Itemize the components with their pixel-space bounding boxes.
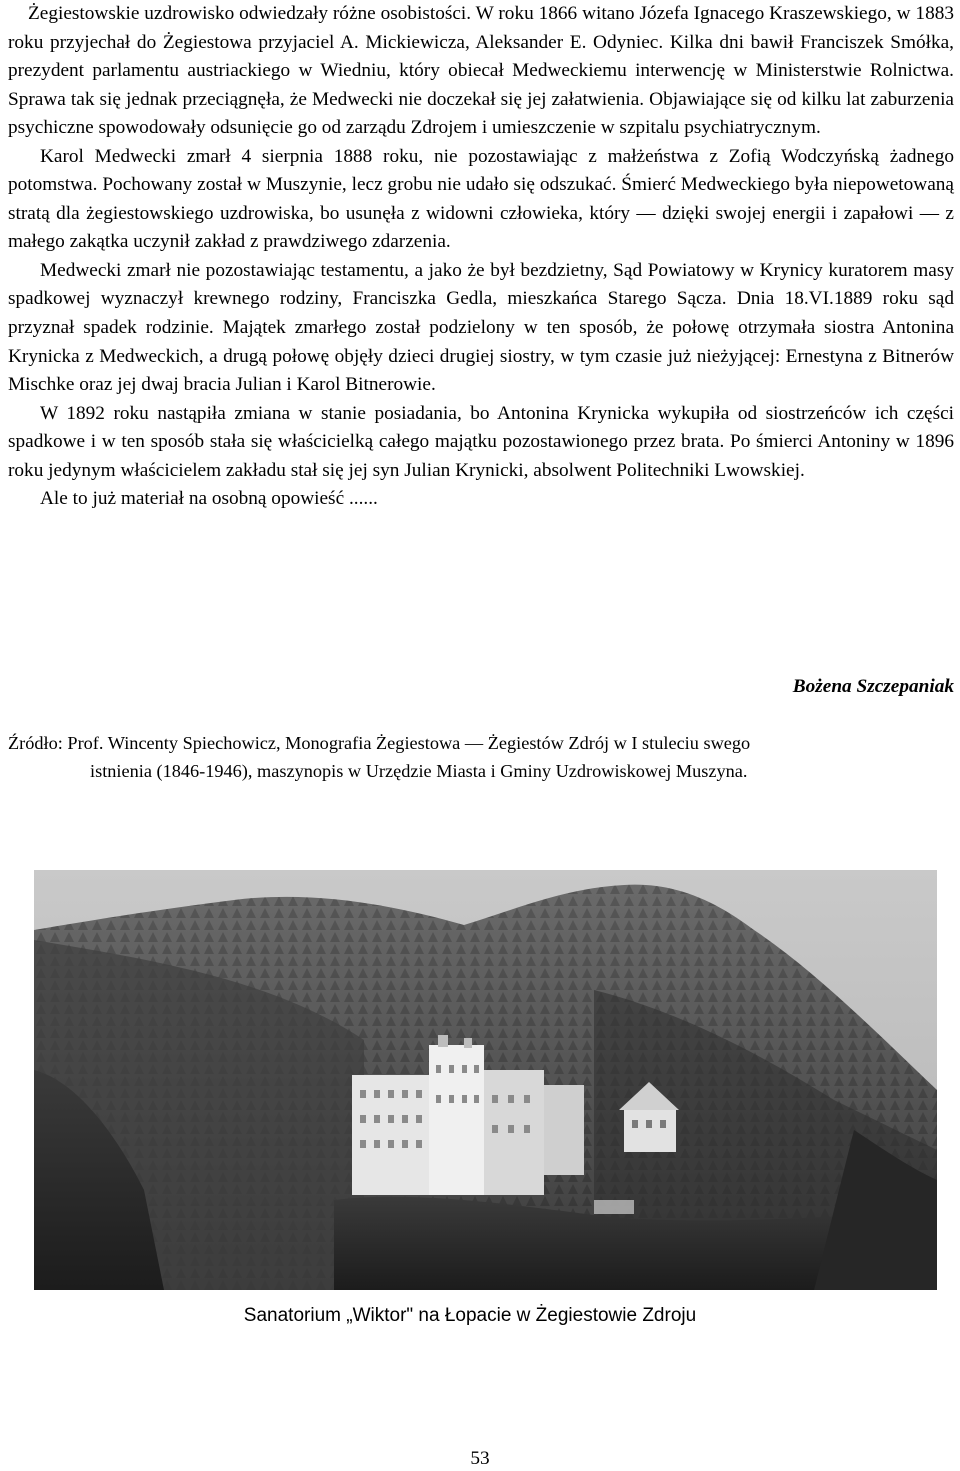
source-note: [8, 729, 954, 785]
source-line-2: istnienia (1846-1946), maszynopis w Urzędzie Miasta i Gminy Uzdrowiskowej Muszyna.: [90, 761, 748, 781]
author-signature: Bożena Szczepaniak: [792, 676, 954, 697]
photo-caption: Sanatorium „Wiktor" na Łopacie w Żegiestowie Zdroju: [243, 1305, 697, 1326]
source-line-1: Źródło: Prof. Wincenty Spiechowicz, Monografia Żegiestowa — Żegiestów Zdrój w I stuleciu swego: [8, 733, 751, 753]
sanatorium-photo-illustration: [34, 870, 937, 1290]
sanatorium-photo: [34, 870, 937, 1290]
paragraph-ownership-change: W 1892 roku nastąpiła zmiana w stanie posiadania, bo Antonina Krynicka wykupiła od siostrzeńców ich części spadkowe i w ten sposób stała się właścicielką całego majątku pozostawionego przez brata. Po śmierci Antoniny w 1896 roku jedynym właścicielem zakładu stał się jej syn Julian Krynicki, absolwent Politechniki Lwowskiej.: [8, 402, 954, 481]
paragraph-death: Karol Medwecki zmarł 4 sierpnia 1888 roku, nie pozostawiając z małżeństwa z Zofią Wodczyńską żadnego potomstwa. Pochowany został w Muszynie, lecz grobu nie udało się odszukać. Śmierć Medweckiego była niepowetowaną stratą dla żegiestowskiego uzdrowiska, bo usunęła z widowni człowieka, który — dzięki swojej energii i zapałowi — z małego zakątka uczynił zakład z prawdziwego zdarzenia.: [8, 145, 954, 253]
article-body: [8, 0, 954, 514]
paragraph-visitors: Żegiestowskie uzdrowisko odwiedzały różne osobistości. W roku 1866 witano Józefa Ignacego Kraszewskiego, w 1883 roku przyjechał do Żegiestowa przyjaciel A. Mickiewicza, Aleksander E. Odyniec. Kilka dni bawił Franciszek Smółka, prezydent parlamentu austriackiego w Wiedniu, który obiecał Medweckiemu interwencję w Ministerstwie Rolnictwa. Sprawa tak się jednak przeciągnęła, że Medwecki nie doczekał się jej załatwienia. Objawiające się od kilku lat zaburzenia psychiczne spowodowały odsunięcie go od zarządu Zdrojem i umieszczenie w szpitalu psychiatrycznym.: [8, 3, 954, 139]
paragraph-closing: Ale to już materiał na osobną opowieść ......: [40, 488, 378, 510]
page-number: 53: [470, 1448, 490, 1469]
paragraph-inheritance: Medwecki zmarł nie pozostawiając testamentu, a jako że był bezdzietny, Sąd Powiatowy w Krynicy kuratorem masy spadkowej wyznaczył krewnego rodziny, Franciszka Gedla, mieszkańca Starego Sącza. Dnia 18.VI.1889 roku sąd przyznał spadek rodzinie. Majątek zmarłego został podzielony w ten sposób, że połowę otrzymała siostra Antonina Krynicka z Medweckich, a drugą połowę objęły dzieci drugiej siostry, w tym czasie już nieżyjącej: Ernestyna z Bitnerów Mischke oraz jej dwaj bracia Julian i Karol Bitnerowie.: [8, 259, 954, 396]
